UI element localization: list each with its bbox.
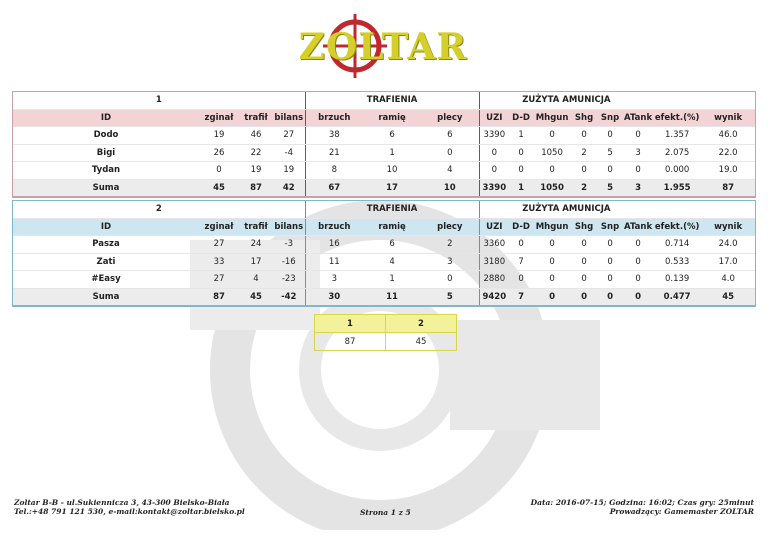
stat-cell: 1 xyxy=(509,127,533,145)
stat-cell: 1 xyxy=(363,144,421,162)
stat-cell: 0.139 xyxy=(653,271,701,289)
stat-cell: 10 xyxy=(421,179,479,197)
stat-cell: 3 xyxy=(623,179,653,197)
group-header-row xyxy=(13,92,755,109)
stat-cell: 0 xyxy=(597,127,623,145)
stat-cell: 19 xyxy=(199,127,239,145)
score-header: 2 xyxy=(386,315,457,333)
stat-cell: 42 xyxy=(273,179,305,197)
stat-cell: 3180 xyxy=(479,253,509,271)
stat-cell: 2880 xyxy=(479,271,509,289)
stat-cell: 21 xyxy=(305,144,363,162)
score-value: 45 xyxy=(386,333,457,351)
col-header: trafił xyxy=(239,109,273,127)
col-header: Snp xyxy=(597,218,623,236)
col-header: brzuch xyxy=(305,109,363,127)
stat-cell: 4 xyxy=(421,162,479,180)
stat-cell: 3 xyxy=(623,144,653,162)
player-name-cell: Suma xyxy=(13,179,199,197)
page-number: Strona 1 z 5 xyxy=(360,508,411,517)
amunicja-header: ZUŻYTA AMUNICJA xyxy=(479,92,653,109)
stat-cell: 1050 xyxy=(533,144,571,162)
stat-cell: 11 xyxy=(363,288,421,306)
team-1-table xyxy=(12,91,756,198)
zoltar-logo xyxy=(298,12,468,80)
player-name-cell: Zati xyxy=(13,253,199,271)
stat-cell: 33 xyxy=(199,253,239,271)
column-header-row xyxy=(13,109,755,127)
player-name-cell: Bigi xyxy=(13,144,199,162)
trafienia-header: TRAFIENIA xyxy=(305,201,479,218)
stat-cell: 5 xyxy=(597,144,623,162)
stat-cell: -23 xyxy=(273,271,305,289)
stat-cell: 45 xyxy=(701,288,755,306)
stat-cell: 1 xyxy=(363,271,421,289)
column-header-row xyxy=(13,218,755,236)
col-header: wynik xyxy=(701,109,755,127)
stat-cell: 6 xyxy=(363,127,421,145)
stat-cell: 10 xyxy=(363,162,421,180)
stat-cell: 17.0 xyxy=(701,253,755,271)
date-line: Data: 2016-07-15; Godzina: 16:02; Czas gry: 25minut xyxy=(530,498,754,507)
stat-cell: 0 xyxy=(533,288,571,306)
col-header: UZI xyxy=(479,109,509,127)
stat-cell: 4 xyxy=(363,253,421,271)
col-header: D-D xyxy=(509,218,533,236)
stat-cell: 0 xyxy=(533,162,571,180)
stat-cell: 0.533 xyxy=(653,253,701,271)
stat-cell: 3 xyxy=(421,253,479,271)
stat-cell: 46 xyxy=(239,127,273,145)
stat-cell: 27 xyxy=(199,271,239,289)
stat-cell: 0 xyxy=(571,236,597,254)
sum-row xyxy=(13,288,755,306)
stat-cell: 0 xyxy=(571,253,597,271)
col-header: Mhgun xyxy=(533,109,571,127)
host-line: Prowadzący: Gamemaster ZOLTAR xyxy=(609,507,754,516)
col-header: plecy xyxy=(421,218,479,236)
col-header: zginał xyxy=(199,109,239,127)
footer-address xyxy=(14,498,245,516)
stat-cell: 0 xyxy=(509,144,533,162)
stat-cell: 5 xyxy=(597,179,623,197)
col-header: ramię xyxy=(363,109,421,127)
stat-cell: 45 xyxy=(199,179,239,197)
player-row xyxy=(13,127,755,145)
stat-cell: 19.0 xyxy=(701,162,755,180)
stat-cell: 2 xyxy=(571,144,597,162)
stat-cell: 19 xyxy=(273,162,305,180)
col-header: UZI xyxy=(479,218,509,236)
col-header: efekt.(%) xyxy=(653,109,701,127)
col-header: Mhgun xyxy=(533,218,571,236)
stat-cell: 24 xyxy=(239,236,273,254)
stat-cell: 3360 xyxy=(479,236,509,254)
stat-cell: 0 xyxy=(571,271,597,289)
stat-cell: 87 xyxy=(701,179,755,197)
stat-cell: 0 xyxy=(597,271,623,289)
stat-cell: 16 xyxy=(305,236,363,254)
sum-row xyxy=(13,179,755,197)
stat-cell: 0 xyxy=(421,144,479,162)
col-header: Shg xyxy=(571,109,597,127)
stat-cell: 0 xyxy=(571,162,597,180)
stat-cell: 30 xyxy=(305,288,363,306)
stat-cell: 0 xyxy=(623,127,653,145)
stat-cell: 0 xyxy=(597,288,623,306)
stat-cell: 0 xyxy=(623,288,653,306)
stat-cell: 0.714 xyxy=(653,236,701,254)
player-name-cell: Suma xyxy=(13,288,199,306)
trafienia-header: TRAFIENIA xyxy=(305,92,479,109)
stat-cell: 0 xyxy=(479,162,509,180)
team-number: 1 xyxy=(13,92,305,109)
stat-cell: 26 xyxy=(199,144,239,162)
stat-cell: 38 xyxy=(305,127,363,145)
col-header: wynik xyxy=(701,218,755,236)
stat-cell: 6 xyxy=(363,236,421,254)
stat-cell: 0 xyxy=(597,253,623,271)
stat-cell: 0 xyxy=(199,162,239,180)
footer-game-info xyxy=(531,498,754,516)
stat-cell: 46.0 xyxy=(701,127,755,145)
stat-cell: 0 xyxy=(571,127,597,145)
stat-cell: 8 xyxy=(305,162,363,180)
col-header: ID xyxy=(13,109,199,127)
stat-cell: 0 xyxy=(509,271,533,289)
stat-cell: 3 xyxy=(305,271,363,289)
stat-cell: -16 xyxy=(273,253,305,271)
stat-cell: 0 xyxy=(623,271,653,289)
stat-cell: 17 xyxy=(363,179,421,197)
stat-cell: 0 xyxy=(533,236,571,254)
stat-cell: 2 xyxy=(421,236,479,254)
amunicja-header: ZUŻYTA AMUNICJA xyxy=(479,201,653,218)
stat-cell: 2 xyxy=(571,179,597,197)
col-header: Shg xyxy=(571,218,597,236)
stat-cell: 87 xyxy=(199,288,239,306)
col-header: brzuch xyxy=(305,218,363,236)
stat-cell: 9420 xyxy=(479,288,509,306)
stat-cell: 0 xyxy=(597,236,623,254)
col-header: ATank xyxy=(623,218,653,236)
stat-cell: 19 xyxy=(239,162,273,180)
stat-cell: 87 xyxy=(239,179,273,197)
stat-cell: 0 xyxy=(623,236,653,254)
score-header: 1 xyxy=(315,315,386,333)
stat-cell: 0 xyxy=(597,162,623,180)
col-header: ID xyxy=(13,218,199,236)
col-header: efekt.(%) xyxy=(653,218,701,236)
stat-cell: -4 xyxy=(273,144,305,162)
player-row xyxy=(13,253,755,271)
stat-cell: 0 xyxy=(509,236,533,254)
stat-cell: 7 xyxy=(509,253,533,271)
stat-cell: 24.0 xyxy=(701,236,755,254)
stat-cell: 11 xyxy=(305,253,363,271)
stat-cell: 45 xyxy=(239,288,273,306)
player-row xyxy=(13,144,755,162)
stat-cell: 1 xyxy=(509,179,533,197)
stat-cell: 0 xyxy=(571,288,597,306)
player-row xyxy=(13,271,755,289)
stat-cell: 1.357 xyxy=(653,127,701,145)
col-header: plecy xyxy=(421,109,479,127)
player-row xyxy=(13,162,755,180)
stat-cell: 27 xyxy=(273,127,305,145)
stat-cell: -3 xyxy=(273,236,305,254)
col-header: trafił xyxy=(239,218,273,236)
stat-cell: 1.955 xyxy=(653,179,701,197)
stat-cell: 7 xyxy=(509,288,533,306)
stat-cell: 22.0 xyxy=(701,144,755,162)
stat-cell: 4.0 xyxy=(701,271,755,289)
address-line: Zoltar B-B - ul.Sukiennicza 3, 43-300 Bielsko-Biała xyxy=(14,498,230,507)
player-name-cell: #Easy xyxy=(13,271,199,289)
col-header: ramię xyxy=(363,218,421,236)
logo-text: ZOLTAR xyxy=(298,26,468,68)
col-header: ATank xyxy=(623,109,653,127)
player-row xyxy=(13,236,755,254)
team-number: 2 xyxy=(13,201,305,218)
group-header-row xyxy=(13,201,755,218)
stat-cell: 0 xyxy=(509,162,533,180)
player-name-cell: Tydan xyxy=(13,162,199,180)
team-2-table xyxy=(12,200,756,307)
stat-cell: 67 xyxy=(305,179,363,197)
player-name-cell: Dodo xyxy=(13,127,199,145)
score-value: 87 xyxy=(315,333,386,351)
stat-cell: 0 xyxy=(623,253,653,271)
contact-line: Tel.:+48 791 121 530, e-mail:kontakt@zoltar.bielsko.pl xyxy=(14,507,245,516)
col-header: Snp xyxy=(597,109,623,127)
stat-cell: 27 xyxy=(199,236,239,254)
stat-cell: 22 xyxy=(239,144,273,162)
col-header: D-D xyxy=(509,109,533,127)
stat-cell: 0 xyxy=(479,144,509,162)
stat-cell: 17 xyxy=(239,253,273,271)
player-name-cell: Pasza xyxy=(13,236,199,254)
stat-cell: 1050 xyxy=(533,179,571,197)
stat-cell: 0 xyxy=(421,271,479,289)
stat-cell: 0 xyxy=(533,127,571,145)
stat-cell: 0.477 xyxy=(653,288,701,306)
stat-cell: 5 xyxy=(421,288,479,306)
stat-cell: 0 xyxy=(623,162,653,180)
stat-cell: 3390 xyxy=(479,127,509,145)
stat-cell: 2.075 xyxy=(653,144,701,162)
stat-cell: 4 xyxy=(239,271,273,289)
stat-cell: 0 xyxy=(533,271,571,289)
col-header: bilans xyxy=(273,218,305,236)
stat-cell: -42 xyxy=(273,288,305,306)
stat-cell: 0 xyxy=(533,253,571,271)
score-summary-table xyxy=(314,314,457,351)
stat-cell: 3390 xyxy=(479,179,509,197)
col-header: zginał xyxy=(199,218,239,236)
stat-cell: 0.000 xyxy=(653,162,701,180)
col-header: bilans xyxy=(273,109,305,127)
stat-cell: 6 xyxy=(421,127,479,145)
